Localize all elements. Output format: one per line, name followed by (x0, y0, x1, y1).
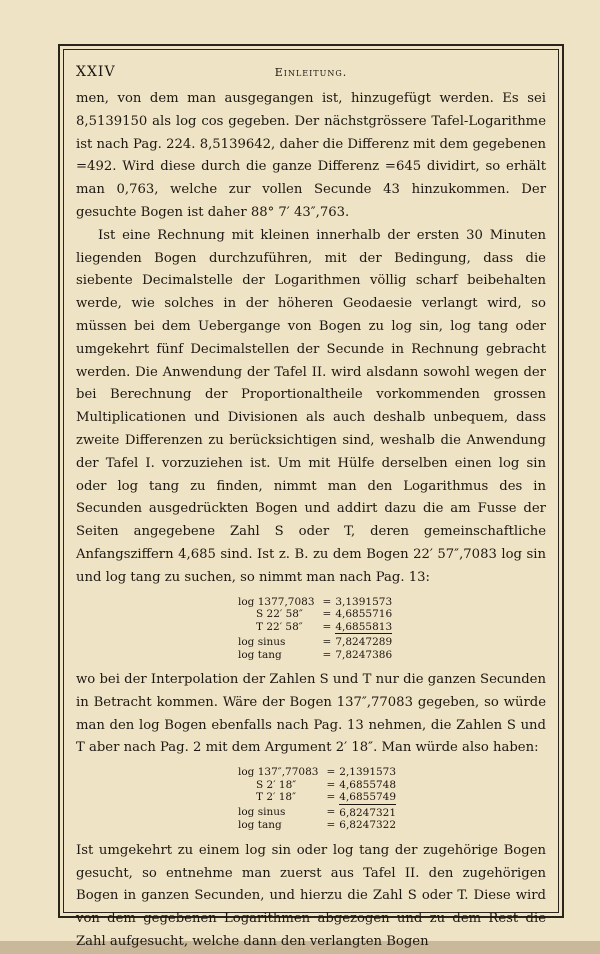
calc2-s-label: S 2′ 18″ (256, 778, 297, 791)
paragraph-small-arcs: Ist eine Rechnung mit kleinen innerhalb der ersten 30 Minuten liegenden Bogen durchzuführen, mit der Bedingung, dass die siebente Decimalstelle der Logarithmen völlig scharf beibehalten werde, wie solches in der höheren Geodaesie verlangt wird, so müssen bei dem Uebergange von Bogen zu log sin, log tang oder umgekehrt fünf Decimalstellen der Secunde in Rechnung gebracht werden. Die Anwendung der Tafel II. wird alsdann sowohl wegen der bei Berechnung der Proportionaltheile vorkommenden grossen Multiplicationen und Divisionen als auch deshalb unbequem, dass zweite Differenzen zu berücksichtigen sind, weshalb die Anwendung der Tafel I. vorzuziehen ist. Um mit Hülfe derselben einen log sin oder log tang zu finden, nimmt man den Logarithmus des in Secunden ausgedrückten Bogen und addirt dazu die am Fusse der Seiten angegebene Zahl S oder T, deren gemeinschaftliche Anfangsziffern 4,685 sind. Ist z. B. zu dem Bogen 22′ 57″,7083 log sin und log tang zu suchen, so nimmt man nach Pag. 13: (76, 227, 546, 585)
calc2-log-label: log 137″,77083 (238, 766, 319, 779)
calc1-log-label: log 1377,7083 (238, 595, 315, 608)
paragraph-interpolation: wo bei der Interpolation der Zahlen S und T nur die ganzen Secunden in Betracht kommen. Wäre der Bogen 137″,77083 gegeben, so würde man den log Bogen ebenfalls nach Pag. 13 nehmen, die Zahlen S und T aber nach Pag. 2 mit dem Argument 2′ 18″. Man würde also haben: (76, 672, 546, 756)
page-header (76, 64, 546, 84)
calculation-example-1 (238, 596, 546, 662)
calc2-log-value: 2,1391573 (339, 766, 397, 779)
calc1-eq-3: = (322, 620, 332, 633)
calc1-logtang-value: 7,8247386 (335, 648, 393, 661)
calc1-eq-1: = (322, 595, 332, 608)
calc1-s-value: 4,6855716 (335, 608, 393, 621)
calc1-log-value: 3,1391573 (335, 595, 393, 608)
calc2-eq-5: = (326, 819, 336, 832)
calculation-example-2 (238, 766, 546, 832)
calc1-t-label: T 22′ 58″ (256, 620, 303, 633)
paragraph-continuation: men, von dem man ausgegangen ist, hinzugefügt werden. Es sei 8,5139150 als log cos gegeben. Der nächstgrössere Tafel-Logarithme ist nach Pag. 224. 8,5139642, daher die Differenz mit dem gegebenen =492. Wird diese durch die ganze Differenz =645 dividirt, so erhält man 0,763, welche zur vollen Secunde 43 hinzukommen. Der gesuchte Bogen ist daher 88° 7′ 43″,763. (76, 91, 546, 220)
calc2-eq-4: = (326, 806, 336, 819)
calc2-s-value: 4,6855748 (339, 778, 397, 791)
running-title: Einleitung. (274, 66, 348, 79)
calc2-logsin-label: log sinus (238, 806, 286, 819)
calc2-t-value: 4,6855749 (339, 791, 397, 804)
calc1-t-value: 4,6855813 (335, 620, 393, 633)
calc1-logsin-label: log sinus (238, 635, 286, 648)
calc1-eq-2: = (322, 608, 332, 621)
calc1-eq-4: = (322, 635, 332, 648)
calc1-logtang-label: log tang (238, 648, 282, 661)
calc2-t-label: T 2′ 18″ (256, 791, 297, 804)
calc1-eq-5: = (322, 648, 332, 661)
calc1-s-label: S 22′ 58″ (256, 608, 303, 621)
calc1-logsin-value: 7,8247289 (335, 636, 393, 649)
calc2-logsin-value: 6,8247321 (339, 806, 397, 819)
calc2-logtang-label: log tang (238, 819, 282, 832)
paragraph-inverse: Ist umgekehrt zu einem log sin oder log tang der zugehörige Bogen gesucht, so entnehme man zuerst aus Tafel II. den zugehörigen Bogen in ganzen Secunden, und hierzu die Zahl S oder T. Diese wird von dem gegebenen Logarithmen abgezogen und zu dem Rest die Zahl aufgesucht, welche dann den verlangten Bogen (76, 842, 546, 949)
page-body (76, 88, 546, 954)
calc2-logtang-value: 6,8247322 (339, 819, 397, 832)
page-number: XXIV (76, 64, 116, 80)
calc2-eq-2: = (326, 778, 336, 791)
calc2-eq-3: = (326, 791, 336, 804)
calc2-eq-1: = (326, 766, 336, 779)
